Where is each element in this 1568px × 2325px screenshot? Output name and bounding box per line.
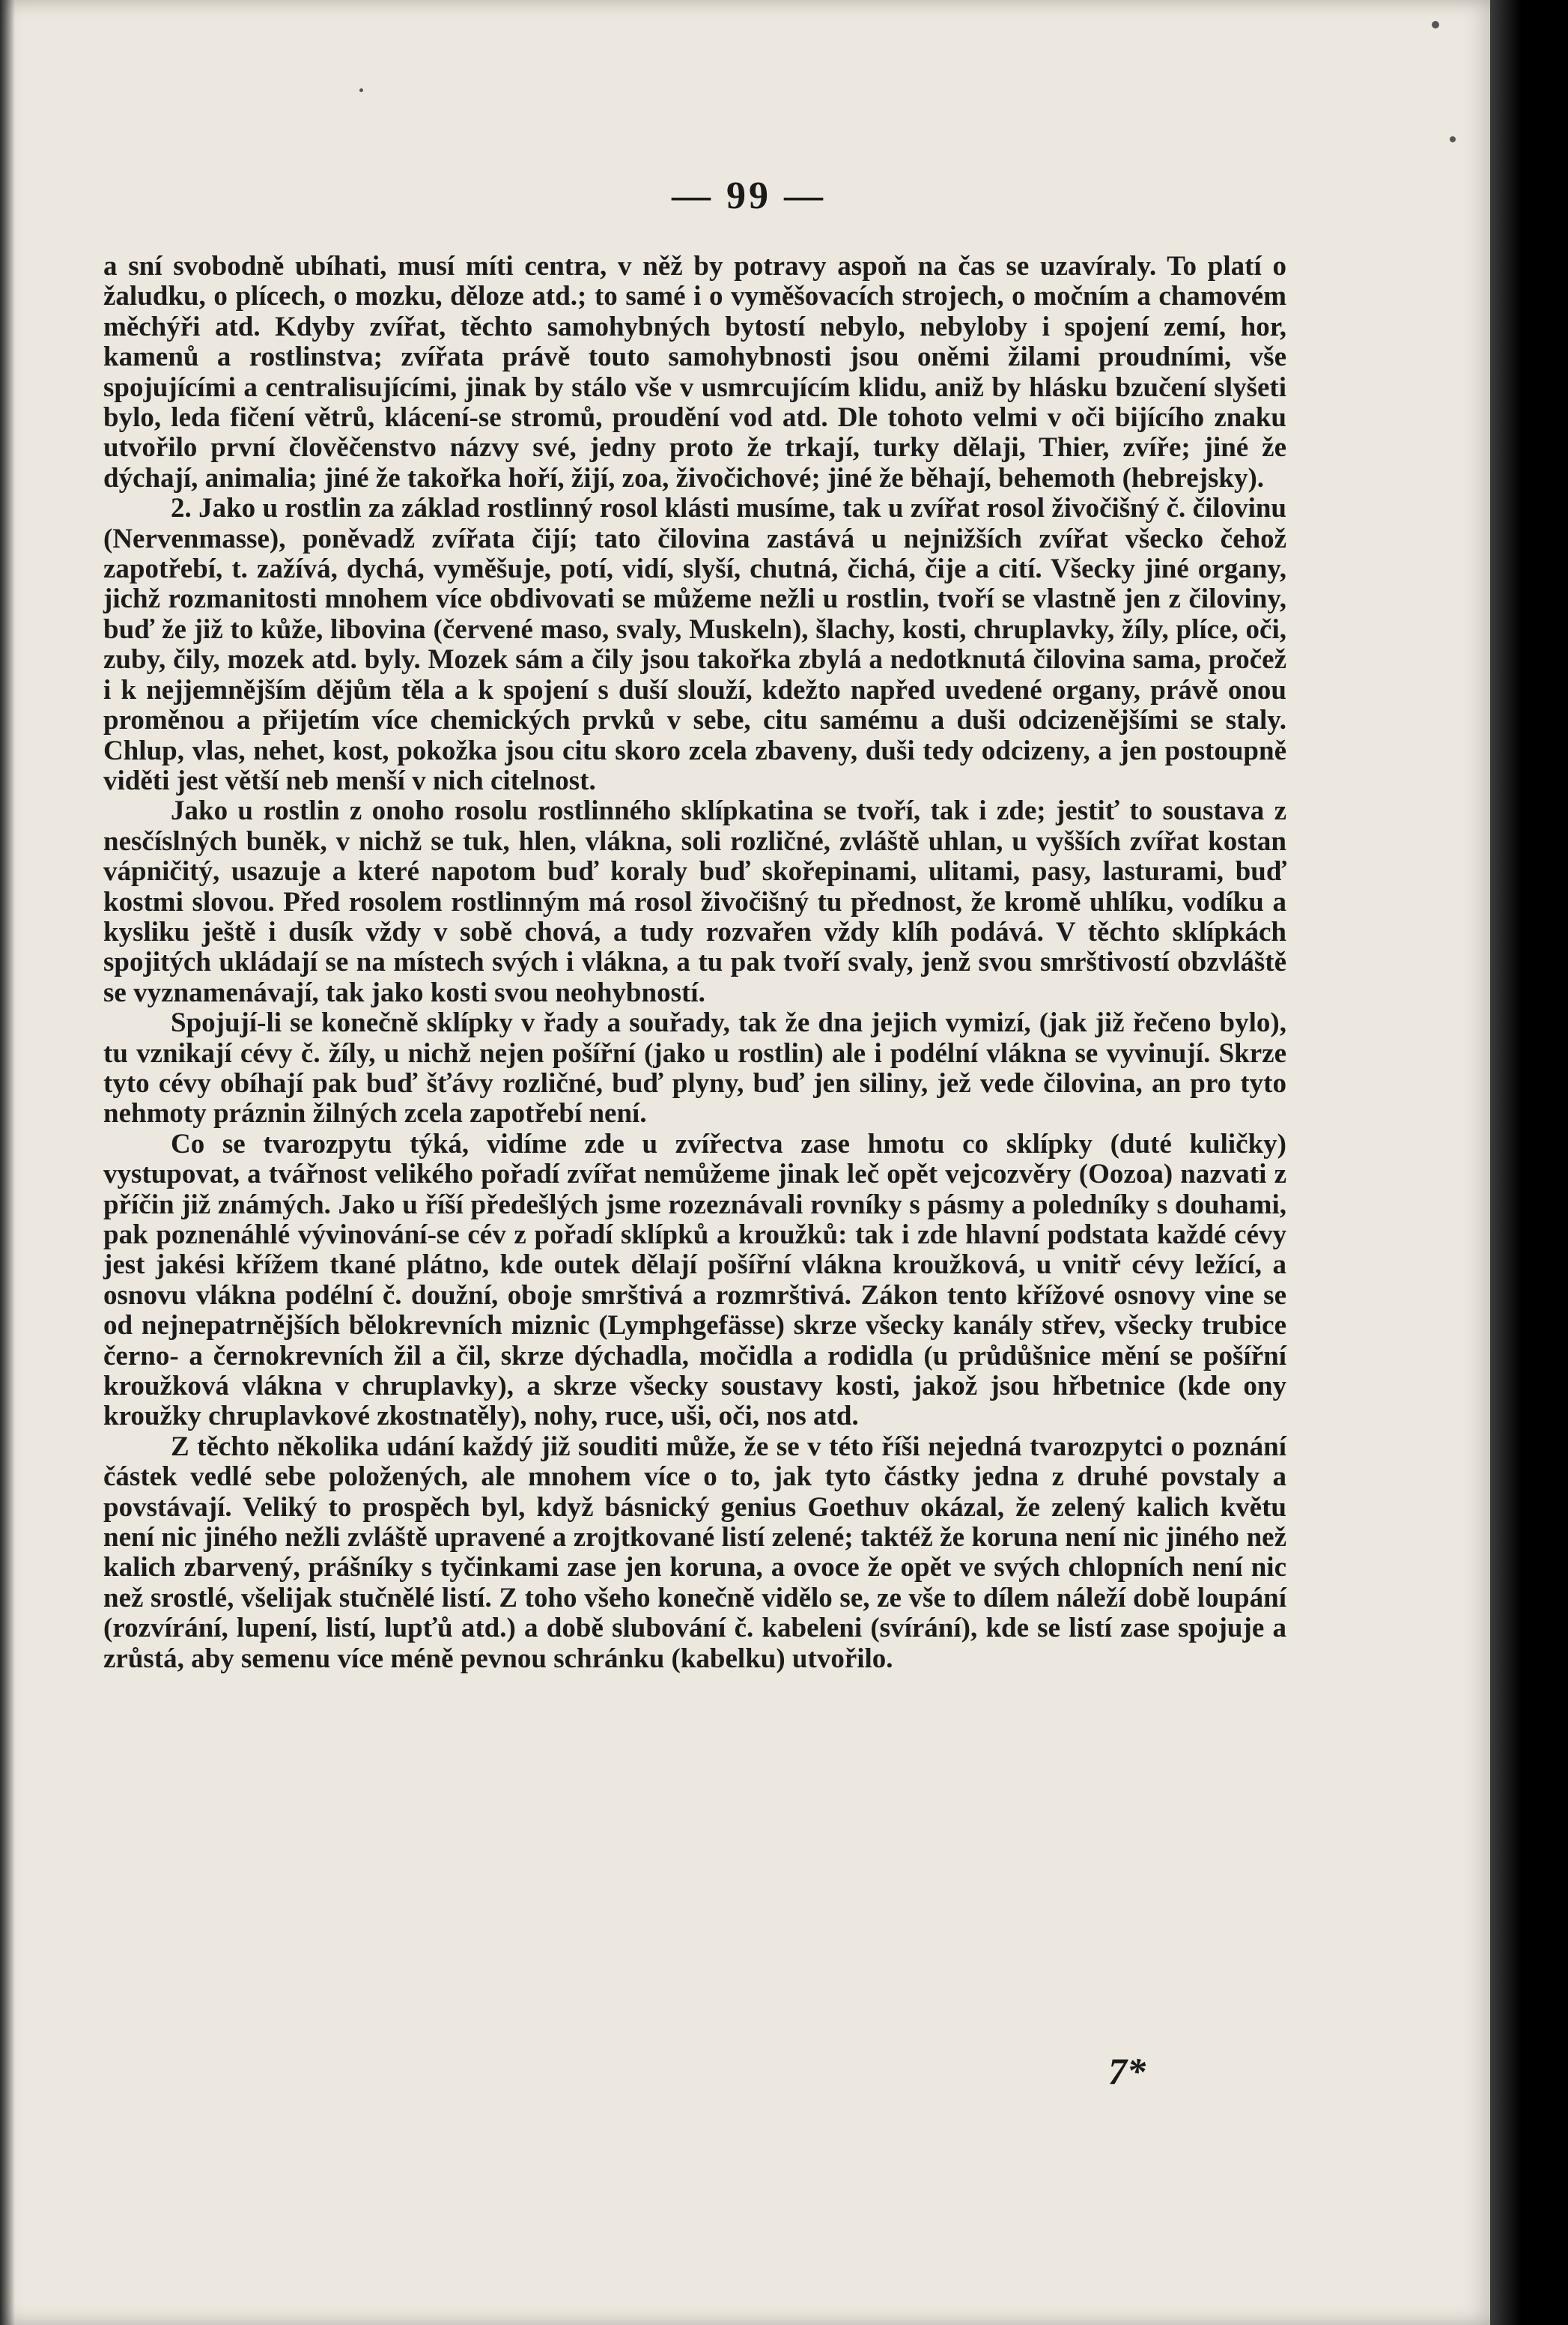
scan-border [1490, 0, 1568, 2325]
page-number-header: — 99 — [672, 175, 826, 217]
body-text [103, 252, 1286, 1674]
paper-speck [1432, 21, 1439, 28]
paragraph-5: Co se tvarozpytu týká, vidíme zde u zvířectva zase hmotu co sklípky (duté kuličky) vystupovat, a tvářnost velikého pořadí zvířat nemůžeme jinak leč opět vejcozvěry (Oozoa) nazvati z příčin již známých. Jako u říší předešlých jsme rozeznávali rovníky s pásmy a poledníky s douhami, pak poznenáhlé vývinování-se cév z pořadí sklípků a kroužků: tak i zde hlavní podstata každé cévy jest jakési křížem tkané plátno, kde outek dělají pošířní vlákna kroužková, u vnitř cévy ležící, a osnovu vlákna podélní č. doužní, oboje smrštivá a rozmrštivá. Zákon tento křížové osnovy vine se od nejnepatrnějších bělokrevních miznic (Lymphgefässe) skrze všecky kanály střev, všecky trubice černo- a černokrevních žil a čil, skrze dýchadla, močidla a rodidla (u průdůšnice mění se pošířní kroužková vlákna v chruplavky), a skrze všecky soustavy kosti, jakož jsou hřbetnice (kde ony kroužky chruplavkové zkostnatěly), nohy, ruce, uši, oči, nos atd. [103, 1128, 1286, 1432]
paragraph-2: 2. Jako u rostlin za základ rostlinný rosol klásti musíme, tak u zvířat rosol živočišný č. čilovinu (Nervenmasse), poněvadž zvířata čijí; tato čilovina zastává u nejnižších zvířat všecko čehož zapotřebí, t. zažívá, dychá, vyměšuje, potí, vidí, slyší, chutná, čichá, čije a cití. Všecky jiné organy, jichž rozmanitosti mnohem více obdivovati se můžeme nežli u rostlin, tvoří se vlastně jen z čiloviny, buď že již to kůže, libovina (červené maso, svaly, Muskeln), šlachy, kosti, chruplavky, žíly, plíce, oči, zuby, čily, mozek atd. byly. Mozek sám a čily jsou takořka zbylá a nedotknutá čilovina sama, pročež i k nejjemnějším dějům těla a k spojení s duší slouží, kdežto napřed uvedené organy, právě onou proměnou a přijetím více chemických prvků v sebe, citu samému a duši odcizenějšími se staly. Chlup, vlas, nehet, kost, pokožka jsou citu skoro zcela zbaveny, duši tedy odcizeny, a jen postoupně viděti jest větší neb menší v nich citelnost. [103, 493, 1286, 796]
signature-mark: 7* [1108, 2050, 1146, 2092]
paragraph-6: Z těchto několika udání každý již souditi může, že se v této říši nejedná tvarozpytci o poznání částek vedlé sebe položených, ale mnohem více o to, jak tyto částky jedna z druhé povstaly a povstávají. Veliký to prospěch byl, když básnický genius Goethuv okázal, že zelený kalich květu není nic jiného nežli zvláště upravené a zrojtkované listí zelené; taktéž že koruna není nic jiného než kalich zbarvený, prášníky s tyčinkami zase jen koruna, a ovoce že opět ve svých chlopních není nic než srostlé, všelijak stučnělé listí. Z toho všeho konečně vidělo se, ze vše to dílem náleží době loupání (rozvírání, lupení, listí, lupťů atd.) a době slubování č. kabeleni (svírání), kde se listí zase spojuje a zrůstá, aby semenu více méně pevnou schránku (kabelku) utvořilo. [103, 1431, 1286, 1674]
page-gutter-shadow [0, 0, 15, 2325]
paragraph-3: Jako u rostlin z onoho rosolu rostlinného sklípkatina se tvoří, tak i zde; jestiť to soustava z nesčíslných buněk, v nichž se tuk, hlen, vlákna, soli rozličné, zvláště uhlan, u vyšších zvířat kostan vápničitý, usazuje a které napotom buď koraly buď skořepinami, ulitami, pasy, lasturami, buď kostmi slovou. Před rosolem rostlinným má rosol živočišný tu přednost, že kromě uhlíku, vodíku a kysliku ještě i dusík vždy v sobě chová, a tudy rozvařen vždy klíh podává. V těchto sklípkách spojitých ukládají se na místech svých i vlákna, a tu pak tvoří svaly, jenž svou smrštivostí obzvláště se vyznamenávají, tak jako kosti svou neohybností. [103, 795, 1286, 1008]
paper-speck [1450, 136, 1456, 142]
paper-speck [359, 88, 363, 92]
paragraph-4: Spojují-li se konečně sklípky v řady a souřady, tak že dna jejich vymizí, (jak již řečeno bylo), tu vznikají cévy č. žíly, u nichž nejen pošířní (jako u rostlin) ale i podélní vlákna se vyvinují. Skrze tyto cévy obíhají pak buď šťávy rozličné, buď plyny, buď jen siliny, jež vede čilovina, an pro tyto nehmoty práznin žilných zcela zapotřebí není. [103, 1007, 1286, 1130]
paragraph-1: a sní svobodně ubíhati, musí míti centra, v něž by potravy aspoň na čas se uzavíraly. To platí o žaludku, o plícech, o mozku, děloze atd.; to samé i o vyměšovacích strojech, o močním a chamovém měchýři atd. Kdyby zvířat, těchto samohybných bytostí nebylo, nebyloby i spojení zemí, hor, kamenů a rostlinstva; zvířata právě touto samohybnosti jsou oněmi žilami proudními, vše spojujícími a centralisujícími, jinak by stálo vše v usmrcujícím klidu, aniž by hlásku bzučení slyšeti bylo, leda fičení větrů, klácení-se stromů, proudění vod atd. Dle tohoto velmi v oči bijícího znaku utvořilo první člověčenstvo názvy své, jedny proto že trkají, turky dělaji, Thier, zvíře; jiné že dýchají, animalia; jiné že takořka hoří, žijí, zoa, živočichové; jiné že běhají, behemoth (hebrejsky). [103, 251, 1286, 494]
